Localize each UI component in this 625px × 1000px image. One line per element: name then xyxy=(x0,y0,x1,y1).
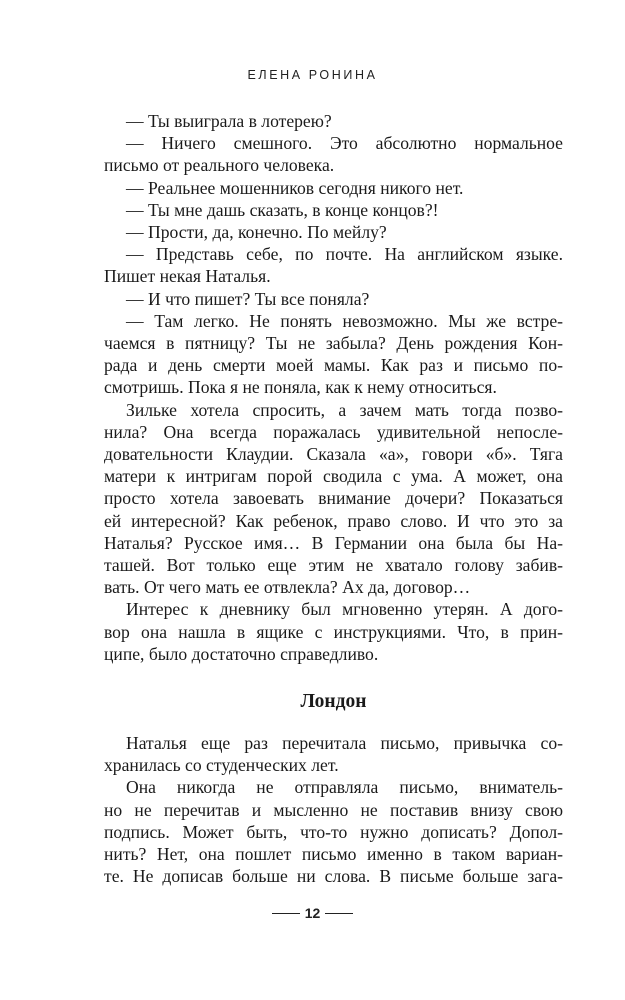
page-number-footer xyxy=(0,905,625,921)
text-line: — Ничего смешного. Это абсолютно нормальное xyxy=(126,133,563,154)
text-line: — Ты выиграла в лотерею? xyxy=(126,111,332,131)
text-line: ципе, было достаточно справедливо. xyxy=(104,643,379,664)
section-heading: Лондон xyxy=(300,691,367,713)
text-line: хранилась со студенческих лет. xyxy=(104,755,339,776)
section-text-lines xyxy=(104,732,563,887)
page-number: 12 xyxy=(304,905,321,921)
text-line: ташей. Вот только еще этим не хватало голову забив- xyxy=(104,555,563,576)
section-spacer xyxy=(104,665,563,689)
text-line: нила? Она всегда поражалась удивительной непосле- xyxy=(104,421,563,442)
text-line: Наталья? Русское имя… В Германии она была бы На- xyxy=(104,532,563,553)
text-line: вор она нашла в ящике с инструкциями. Что, в прин- xyxy=(104,621,563,642)
text-line: — Реальнее мошенников сегодня никого нет. xyxy=(126,177,464,198)
text-line: матери к интригам порой сводила с ума. А может, она xyxy=(104,466,563,487)
text-line: те. Не дописав больше ни слова. В письме больше зага- xyxy=(104,866,563,887)
text-line: письмо от реального человека. xyxy=(104,155,335,176)
text-line: Интерес к дневнику был мгновенно утерян. А дого- xyxy=(126,599,563,620)
text-line: но не перечитав и мысленно не поставив внизу свою xyxy=(104,799,563,820)
folio-rule-right xyxy=(325,913,353,914)
text-line: вать. От чего мать ее отвлекла? Ах да, договор… xyxy=(104,577,471,598)
text-line: просто хотела завоевать внимание дочери? Показаться xyxy=(104,488,563,509)
text-line: Зильке хотела спросить, а зачем мать тогда позво- xyxy=(126,399,563,420)
text-line: ей интересной? Как ребенок, право слово. И что это за xyxy=(104,510,563,531)
text-line: подпись. Может быть, что-то нужно дописать? Допол- xyxy=(104,821,563,842)
running-head: ЕЛЕНА РОНИНА xyxy=(247,68,378,82)
text-line: — И что пишет? Ты все поняла? xyxy=(126,288,370,309)
folio-rule-left xyxy=(272,913,300,914)
text-line: Она никогда не отправляла письмо, вниматель- xyxy=(126,777,563,798)
text-line: Пишет некая Наталья. xyxy=(104,266,271,287)
text-line: смотришь. Пока я не поняла, как к нему относиться. xyxy=(104,377,497,398)
text-line: рада и день смерти моей мамы. Как раз и письмо по- xyxy=(104,355,563,376)
text-lines xyxy=(104,110,563,665)
text-line: — Представь себе, по почте. На английском языке. xyxy=(126,244,563,265)
text-line: довательности Клаудии. Сказала «а», говори «б». Тяга xyxy=(104,444,563,465)
text-line: — Там легко. Не понять невозможно. Мы же встре- xyxy=(126,310,563,331)
text-line: Наталья еще раз перечитала письмо, привычка со- xyxy=(126,733,563,754)
text-line: чаемся в пятницу? Ты не забыла? День рождения Кон- xyxy=(104,333,563,354)
text-line: — Ты мне дашь сказать, в конце концов?! xyxy=(126,199,439,220)
text-line: нить? Нет, она пошлет письмо именно в таком вариан- xyxy=(104,844,563,865)
text-line: — Прости, да, конечно. По мейлу? xyxy=(126,222,387,243)
body-text xyxy=(104,110,563,888)
